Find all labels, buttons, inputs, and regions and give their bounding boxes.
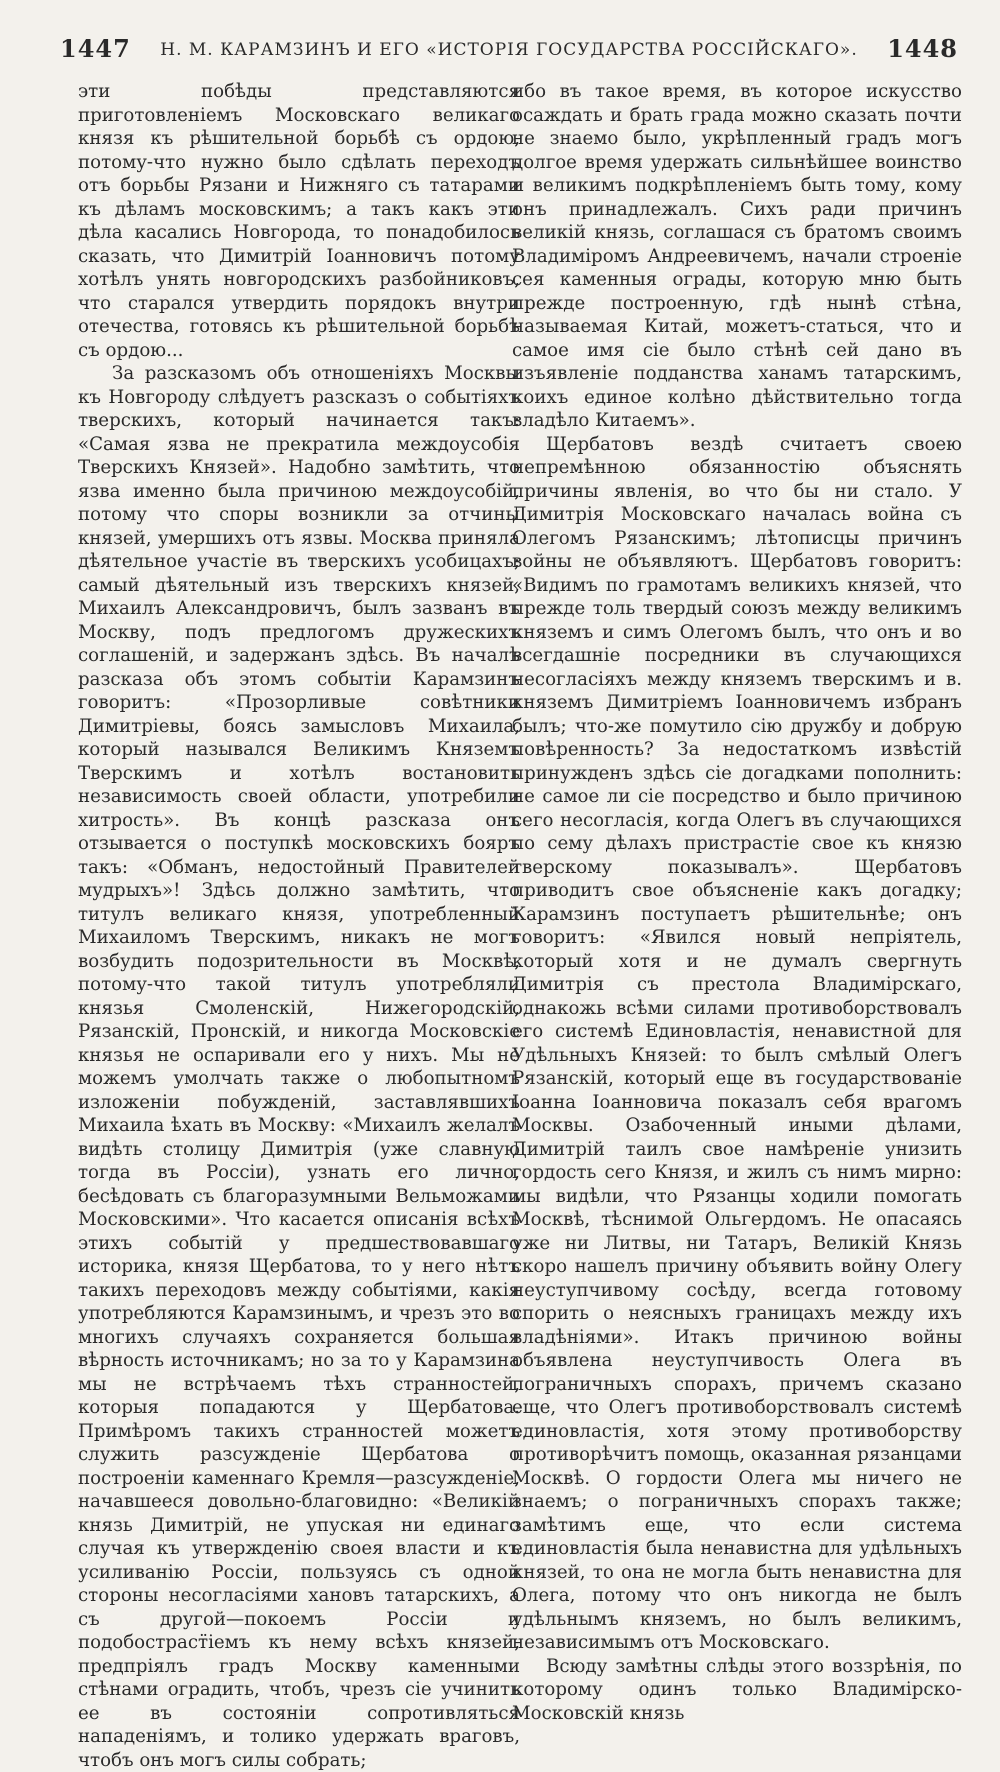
paragraph: ибо въ такое время, въ которое искусство осаждать и брать града можно сказать почти не знаемо было, укрѣпленный градъ могъ долгое время удержать сильнѣйшее воинство и великимъ подкрѣпленіемъ быть тому, кому онъ принадлежалъ. Сихъ ради причинъ великій князь, соглашася съ братомъ своимъ Владиміромъ Андреевичемъ, начали строеніе сея каменныя ограды, которую мню быть прежде построенную, гдѣ нынѣ стѣна, называемая Китай, можетъ-статься, что и самое имя сіе было стѣнѣ сей дано въ изъявленіе подданства ханамъ татарскимъ, коихъ единое колѣно дѣйствительно тогда владѣло Китаемъ». [512, 81, 962, 431]
left-column [78, 80, 520, 1771]
paragraph: За разсказомъ объ отношеніяхъ Москвы къ Новгороду слѣдуетъ разсказъ о событіяхъ тверскихъ, который начинается такъ: «Самая язва не прекратила междоусобія Тверскихъ Князей». Надобно замѣтить, что язва именно была причиною междоусобій, потому что споры возникли за отчины князей, умершихъ отъ язвы. Москва приняла дѣятельное участіе въ тверскихъ усобицахъ; самый дѣятельный изъ тверскихъ князей, Михаилъ Александровичъ, былъ зазванъ въ Москву, подъ предлогомъ дружескихъ соглашеній, и задержанъ здѣсь. Въ началѣ разсказа объ этомъ событіи Карамзинъ говоритъ: «Прозорливые совѣтники Димитріевы, боясь замысловъ Михаила, который назывался Великимъ Княземъ Тверскимъ и хотѣлъ востановить независимость своей области, употребили хитрость». Въ концѣ разсказа онъ отзывается о поступкѣ московскихъ бояръ такъ: «Обманъ, недостойный Правителей мудрыхъ»! Здѣсь должно замѣтить, что титулъ великаго князя, употребленный Михаиломъ Тверскимъ, никакъ не могъ возбудить подозрительности въ Москвѣ, потому-что такой титулъ употребляли князья Смоленскій, Нижегородскій, Рязанскій, Пронскій, и никогда Московскіе князья не оспаривали его у нихъ. Мы не можемъ умолчать также о любопытномъ изложеніи побужденій, заставлявшихъ Михаила ѣхать въ Москву: «Михаилъ желалъ видѣть столицу Димитрія (уже славную тогда въ Россіи), узнать его лично, бесѣдовать съ благоразумными Вельможами Московскими». Что касается описанія всѣхъ этихъ событій у предшествовавшаго историка, князя Щербатова, то у него нѣтъ такихъ переходовъ между событіями, какія употребляются Карамзинымъ, и чрезъ это во многихъ случаяхъ сохраняется большая вѣрность источникамъ; но за то у Карамзина мы не встрѣчаемъ тѣхъ странностей, которыя попадаются у Щербатова. Примѣромъ такихъ странностей можетъ служить разсужденіе Щербатова о построеніи каменнаго Кремля—разсужденіе, начавшееся довольно-благовидно: «Великій князь Димитрій, не упуская ни единаго случая къ утвержденію своея власти и къ усиливанію Россіи, пользуясь съ одной стороны несогласіями хановъ татарскихъ, а съ другой—покоемъ Россіи и подобостраст̈іемъ къ нему всѣхъ князей, предпріялъ градъ Москву каменными стѣнами оградить, чтобъ, чрезъ сіе учинить ее въ состояніи сопротивляться нападеніямъ, и толико удержать враговъ, чтобъ онъ могъ силы собрать; [78, 363, 520, 1771]
paragraph: эти побѣды представляются приготовленіемъ Московскаго великаго князя къ рѣшительной борьбѣ съ ордою, потому-что нужно было сдѣлать переходъ отъ борьбы Рязани и Нижняго съ татарами къ дѣламъ московскимъ; а такъ какъ эти дѣла касались Новгорода, то понадобилось сказать, что Димитрій Іоанновичъ потому хотѣлъ унять новгородскихъ разбойниковъ, что старался утвердить порядокъ внутри отечества, готовясь къ рѣшительной борьбѣ съ ордою... [78, 81, 520, 361]
left-page-number: 1447 [60, 34, 131, 63]
paragraph: Всюду замѣтны слѣды этого воззрѣнія, по которому одинъ только Владимірско-Московскій князь [512, 1655, 962, 1724]
paragraph: Щербатовъ вездѣ считаетъ своею непремѣнною обязанностію объяснять причины явленія, во что бы ни стало. У Димитрія Московскаго началась война съ Олегомъ Рязанскимъ; лѣтописцы причинъ войны не объявляютъ. Щербатовъ говоритъ: «Видимъ по грамотамъ великихъ князей, что прежде толь твердый союзъ между великимъ княземъ и симъ Олегомъ былъ, что онъ и во всегдашніе посредники въ случающихся несогласіяхъ между княземъ тверскимъ и в. княземъ Димитріемъ Іоанновичемъ избранъ былъ; что-же помутило сію дружбу и добрую повѣренность? За недостаткомъ извѣстій принужденъ здѣсь сіе догадками пополнить: не самое ли сіе посредство и было причиною сего несогласія, когда Олегъ въ случающихся по сему дѣлахъ пристрастіе свое къ князю тверскому показывалъ». Щербатовъ приводитъ свое объясненіе какъ догадку; Карамзинъ поступаетъ рѣшительнѣе; онъ говоритъ: «Явился новый непріятель, который хотя и не думалъ свергнуть Димитрія съ престола Владимірскаго, однакожь всѣми силами противоборствовалъ его системѣ Единовластія, ненавистной для Удѣльныхъ Князей: то былъ смѣлый Олегъ Рязанскій, который еще въ государствованіе Іоанна Іоанновича показалъ себя врагомъ Москвы. Озабоченный иными дѣлами, Димитрій таилъ свое намѣреніе унизить гордость сего Князя, и жилъ съ нимъ мирно: мы видѣли, что Рязанцы ходили помогать Москвѣ, тѣснимой Ольгердомъ. Не опасаясь уже ни Литвы, ни Татаръ, Великій Князь скоро нашелъ причину объявить войну Олегу неуступчивому сосѣду, всегда готовому спорить о неясныхъ границахъ между ихъ владѣніями». Итакъ причиною войны объявлена неуступчивость Олега въ пограничныхъ спорахъ, причемъ сказано еще, что Олегъ противоборствовалъ системѣ единовластія, хотя этому противоборству противорѣчитъ помощь, оказанная рязанцами Москвѣ. О гордости Олега мы ничего не знаемъ; о пограничныхъ спорахъ также; замѣтимъ еще, что если система единовластія была ненавистна для удѣльныхъ князей, то она не могла быть ненавистна для Олега, потому что онъ никогда не былъ удѣльнымъ княземъ, но былъ великимъ, независимымъ отъ Московскаго. [512, 433, 962, 1653]
running-title: Н. М. КАРАМЗИНЪ И ЕГО «ИСТОРІЯ ГОСУДАРСТВА РОССІЙСКАГО». [160, 40, 858, 60]
right-column [512, 80, 962, 1724]
right-page-number: 1448 [887, 34, 958, 63]
page-header [60, 28, 958, 68]
